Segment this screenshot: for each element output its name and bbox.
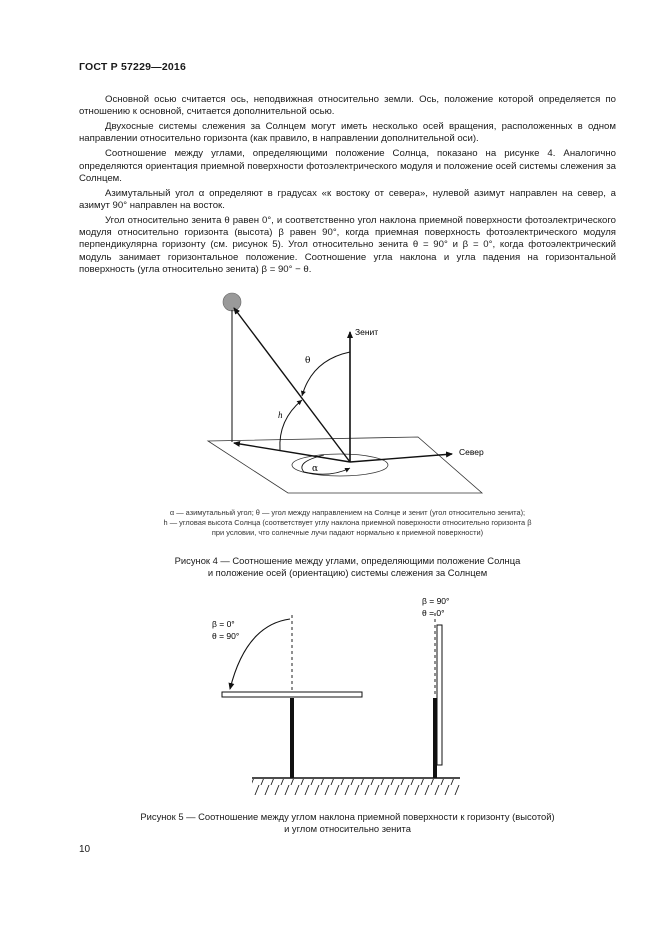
h-label: h: [278, 410, 283, 420]
note-h: h — угловая высота Солнца (соответствует углу наклона приемной поверхности относительно горизонта β: [163, 518, 532, 527]
caption-5-line2: и углом относительно зенита: [284, 823, 411, 834]
altitude-arc: [280, 400, 302, 450]
note-h-condition: при условии, что солнечные лучи падают нормально к приемной поверхности): [211, 528, 484, 537]
north-label: Север: [459, 447, 484, 457]
paragraph-angles: Соотношение между углами, определяющими положение Солнца, показано на рисунке 4. Аналогично определяются ориентация приемной поверхности фотоэлектрического модуля и положение осей системы слежения за Солнцем.: [79, 148, 616, 184]
right-beta-label: β = 90°: [422, 596, 450, 606]
right-theta-label: θ = 0°: [422, 608, 445, 618]
paragraph-azimuth: Азимутальный угол α определяют в градусах «к востоку от севера», нулевой азимут направлен на север, а азимут 90° направлен на восток.: [79, 187, 616, 212]
left-theta-label: θ = 90°: [212, 631, 240, 641]
north-axis: [350, 454, 452, 462]
horizontal-panel: [222, 692, 362, 697]
paragraph-two-axis: Двухосные системы слежения за Солнцем могут иметь несколько осей вращения, расположенных в одном направлении относительно горизонта (как правило, в направлении дополнительной оси).: [79, 121, 616, 145]
body-text: [79, 94, 616, 279]
zenith-label: Зенит: [355, 327, 379, 337]
theta-label: θ: [305, 356, 311, 366]
caption-4-line2: и положение осей (ориентацию) системы слежения за Солнцем: [207, 567, 488, 578]
rotation-arc: [230, 619, 290, 689]
left-beta-label: β = 0°: [212, 619, 235, 629]
figure-4-diagram: [190, 290, 500, 500]
figure-5-diagram: [190, 585, 510, 805]
sun-icon: [223, 293, 241, 311]
caption-5-line1: Рисунок 5 — Соотношение между углом наклона приемной поверхности к горизонту (высотой): [140, 811, 555, 822]
page-number: 10: [79, 844, 91, 855]
document-header: ГОСТ Р 57229—2016: [79, 61, 187, 73]
caption-4-line1: Рисунок 4 — Соотношение между углами, определяющими положение Солнца: [174, 555, 521, 566]
ground-hatch: [252, 779, 460, 795]
alpha-label: α: [312, 464, 319, 474]
paragraph-zenith: Угол относительно зенита θ равен 0°, и соответственно угол наклона приемной поверхности фотоэлектрического модуля относительно горизонта (высота) β равен 90°, когда приемная поверхность фотоэлектрического модуля перпендикулярна горизонту (см. рисунок 5). Угол относительно зенита θ = 90° и β = 0°, когда фотоэлектрический модуль занимает горизонтальное положение. Соотношение угла наклона и угла падения на горизонтальной поверхность (угла относительно зенита) β = 90° − θ.: [79, 215, 616, 275]
vertical-panel: [437, 625, 442, 765]
figure-5-caption: [79, 811, 616, 835]
ground-projection: [234, 443, 350, 462]
figure-4-note: [79, 508, 616, 538]
note-alpha-theta: α — азимутальный угол; θ — угол между направлением на Солнце и зенит (угол относительно зенита);: [169, 508, 526, 517]
figure-4-caption: [79, 555, 616, 579]
paragraph-main-axis: Основной осью считается ось, неподвижная относительно земли. Ось, положение которой определяется по отношению к основной, считается дополнительной осью.: [79, 94, 616, 118]
sun-ray: [234, 308, 350, 462]
